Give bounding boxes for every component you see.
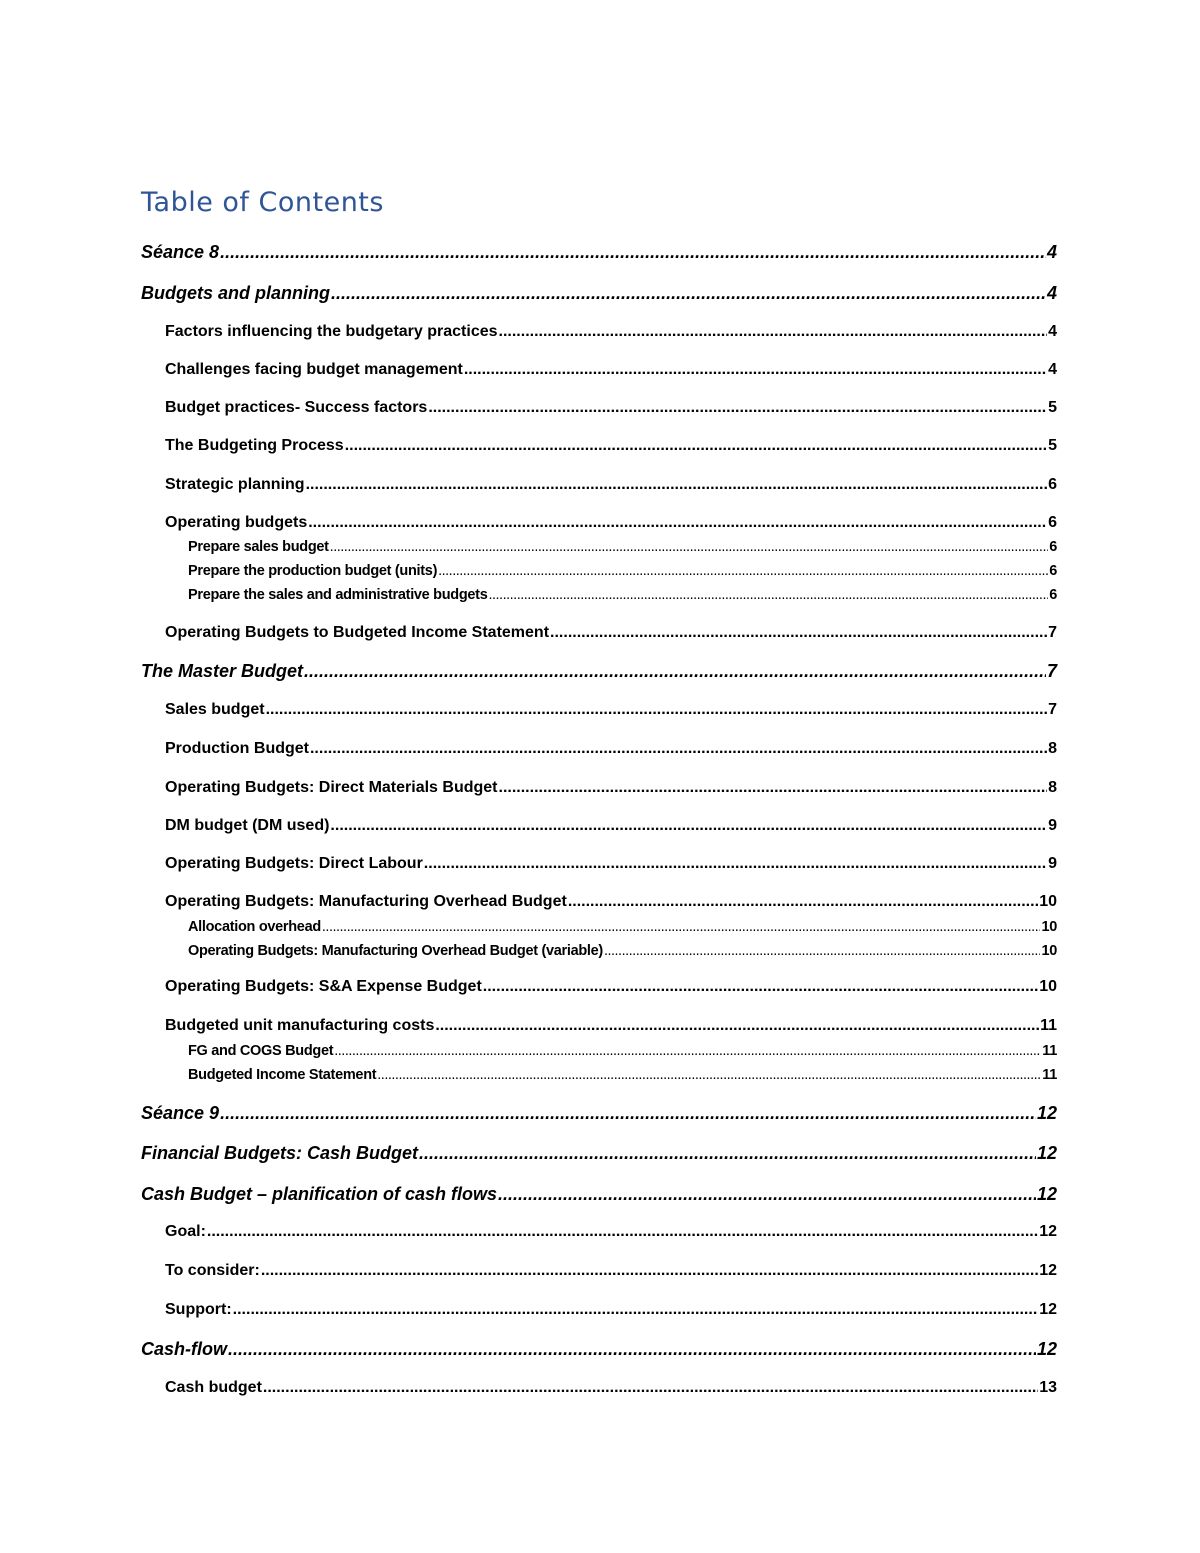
toc-entry-label: Financial Budgets: Cash Budget (141, 1143, 419, 1163)
toc-leader (550, 622, 1047, 644)
toc-leader (310, 738, 1047, 760)
toc-entry-manufacturing-overhead[interactable] (165, 891, 1057, 913)
toc-entry-success-factors[interactable] (165, 397, 1057, 419)
toc-entry-label: Budgets and planning (141, 283, 330, 303)
toc-leader (334, 1041, 1041, 1061)
toc-entry-prepare-admin-budgets[interactable] (188, 585, 1057, 605)
toc-entry-label: Prepare sales budget (188, 539, 329, 555)
toc-entry-page: 10 (1039, 893, 1057, 910)
toc-entry-page: 6 (1048, 514, 1057, 531)
toc-entry-page: 6 (1049, 539, 1057, 555)
toc-entry-page: 4 (1046, 242, 1057, 262)
toc-leader (483, 976, 1038, 998)
toc-entry-financial-budgets[interactable] (141, 1141, 1057, 1165)
toc-entry-page: 4 (1048, 361, 1057, 378)
toc-leader (604, 941, 1041, 961)
toc-leader (322, 917, 1041, 937)
toc-entry-master-budget[interactable] (141, 659, 1057, 683)
toc-leader (488, 585, 1048, 605)
toc-entry-page: 6 (1049, 563, 1057, 579)
toc-entry-page: 8 (1048, 740, 1057, 757)
toc-entry-page: 12 (1036, 1339, 1057, 1359)
toc-entry-label: Budgeted unit manufacturing costs (165, 1017, 435, 1034)
toc-leader (435, 1015, 1039, 1037)
toc-entry-label: Operating Budgets: S&A Expense Budget (165, 978, 482, 995)
toc-entry-factors-influencing[interactable] (165, 321, 1057, 343)
toc-entry-label: Strategic planning (165, 476, 305, 493)
toc-entry-page: 4 (1046, 283, 1057, 303)
toc-leader (220, 1101, 1036, 1125)
toc-entry-label: Séance 8 (141, 242, 220, 262)
toc-entry-label: To consider: (165, 1262, 260, 1279)
toc-entry-prepare-sales-budget[interactable] (188, 537, 1057, 557)
toc-leader (377, 1065, 1041, 1085)
toc-entry-page: 7 (1048, 701, 1057, 718)
toc-entry-unit-manufacturing-costs[interactable] (165, 1015, 1057, 1037)
toc-leader (261, 1260, 1038, 1282)
toc-entry-label: Challenges facing budget management (165, 361, 463, 378)
toc-entry-seance-8[interactable] (141, 240, 1057, 264)
toc-leader (233, 1299, 1039, 1321)
toc-entry-direct-labour[interactable] (165, 853, 1057, 875)
toc-leader (263, 1377, 1038, 1399)
toc-leader (428, 397, 1047, 419)
toc-entry-manufacturing-overhead-variable[interactable] (188, 941, 1057, 961)
toc-leader (304, 659, 1046, 683)
toc-entry-label: Sales budget (165, 701, 265, 718)
toc-entry-page: 5 (1048, 437, 1057, 454)
toc-leader (568, 891, 1038, 913)
toc-leader (308, 512, 1047, 534)
toc-entry-sales-budget[interactable] (165, 699, 1057, 721)
toc-entry-direct-materials[interactable] (165, 777, 1057, 799)
toc-entry-label: Cash Budget – planification of cash flows (141, 1184, 498, 1204)
toc-entry-dm-budget[interactable] (165, 815, 1057, 837)
toc-leader (220, 240, 1046, 264)
toc-leader (228, 1337, 1036, 1361)
toc-entry-label: Budget practices- Success factors (165, 399, 428, 416)
toc-entry-label: Operating budgets (165, 514, 308, 531)
toc-leader (331, 281, 1046, 305)
toc-entry-label: Goal: (165, 1223, 206, 1240)
toc-entry-page: 9 (1048, 817, 1057, 834)
toc-entry-label: Cash-flow (141, 1339, 228, 1359)
toc-entry-budgeted-income-statement[interactable] (188, 1065, 1057, 1085)
toc-leader (345, 435, 1047, 457)
toc-entry-page: 4 (1048, 323, 1057, 340)
toc-entry-label: Operating Budgets: Direct Materials Budget (165, 779, 498, 796)
toc-entry-page: 11 (1042, 1043, 1057, 1059)
toc-entry-page: 9 (1048, 855, 1057, 872)
toc-entry-page: 12 (1036, 1184, 1057, 1204)
toc-entry-label: The Master Budget (141, 661, 304, 681)
toc-entry-strategic-planning[interactable] (165, 474, 1057, 496)
toc-entry-label: Production Budget (165, 740, 309, 757)
toc-entry-label: Operating Budgets: Manufacturing Overhead Budget (variable) (188, 943, 603, 959)
toc-entry-to-consider[interactable] (165, 1260, 1057, 1282)
toc-entry-page: 12 (1039, 1223, 1057, 1240)
toc-entry-label: Séance 9 (141, 1103, 220, 1123)
toc-entry-seance-9[interactable] (141, 1101, 1057, 1125)
toc-entry-allocation-overhead[interactable] (188, 917, 1057, 937)
toc-entry-label: Operating Budgets to Budgeted Income Statement (165, 624, 550, 641)
toc-entry-cash-flow[interactable] (141, 1337, 1057, 1361)
toc-entry-page: 6 (1049, 587, 1057, 603)
toc-leader (499, 777, 1048, 799)
toc-entry-goal[interactable] (165, 1221, 1057, 1243)
toc-entry-page: 12 (1036, 1143, 1057, 1163)
toc-entry-cash-budget-planification[interactable] (141, 1182, 1057, 1206)
toc-entry-label: Factors influencing the budgetary practices (165, 323, 498, 340)
toc-entry-cash-budget[interactable] (165, 1377, 1057, 1399)
toc-entry-label: Prepare the sales and administrative budgets (188, 587, 488, 603)
toc-entry-page: 12 (1039, 1301, 1057, 1318)
toc-entry-page: 12 (1036, 1103, 1057, 1123)
toc-entry-budgeting-process[interactable] (165, 435, 1057, 457)
toc-entry-sa-expense-budget[interactable] (165, 976, 1057, 998)
toc-entry-page: 10 (1039, 978, 1057, 995)
toc-entry-support[interactable] (165, 1299, 1057, 1321)
toc-title: Table of Contents (141, 187, 384, 218)
toc-leader (499, 321, 1048, 343)
toc-leader (266, 699, 1048, 721)
toc-entry-operating-budgets[interactable] (165, 512, 1057, 534)
toc-entry-label: The Budgeting Process (165, 437, 344, 454)
toc-entry-page: 7 (1048, 624, 1057, 641)
toc-entry-label: DM budget (DM used) (165, 817, 330, 834)
toc-entry-fg-cogs-budget[interactable] (188, 1041, 1057, 1061)
toc-leader (419, 1141, 1036, 1165)
toc-entry-prepare-production-budget[interactable] (188, 561, 1057, 581)
toc-entry-page: 12 (1039, 1262, 1057, 1279)
toc-entry-label: Operating Budgets: Direct Labour (165, 855, 423, 872)
toc-entry-page: 8 (1048, 779, 1057, 796)
toc-entry-page: 5 (1048, 399, 1057, 416)
toc-entry-page: 13 (1039, 1379, 1057, 1396)
toc-entry-budgets-and-planning[interactable] (141, 281, 1057, 305)
toc-entry-page: 10 (1041, 919, 1057, 935)
toc-entry-page: 11 (1042, 1067, 1057, 1083)
toc-leader (207, 1221, 1038, 1243)
toc-leader (464, 359, 1047, 381)
toc-entry-page: 10 (1041, 943, 1057, 959)
toc-entry-challenges[interactable] (165, 359, 1057, 381)
toc-entry-page: 7 (1046, 661, 1057, 681)
toc-entry-budgets-to-income-statement[interactable] (165, 622, 1057, 644)
toc-entry-label: FG and COGS Budget (188, 1043, 334, 1059)
toc-leader (306, 474, 1048, 496)
toc-entry-label: Support: (165, 1301, 232, 1318)
toc-entry-production-budget[interactable] (165, 738, 1057, 760)
toc-leader (498, 1182, 1036, 1206)
toc-entry-page: 11 (1040, 1017, 1057, 1034)
toc-leader (424, 853, 1047, 875)
toc-leader (330, 815, 1047, 837)
toc-leader (330, 537, 1049, 557)
toc-entry-label: Allocation overhead (188, 919, 321, 935)
toc-entry-label: Cash budget (165, 1379, 262, 1396)
toc-entry-label: Prepare the production budget (units) (188, 563, 438, 579)
toc-entry-label: Budgeted Income Statement (188, 1067, 377, 1083)
toc-entry-label: Operating Budgets: Manufacturing Overhead Budget (165, 893, 567, 910)
toc-leader (438, 561, 1048, 581)
toc-entry-page: 6 (1048, 476, 1057, 493)
